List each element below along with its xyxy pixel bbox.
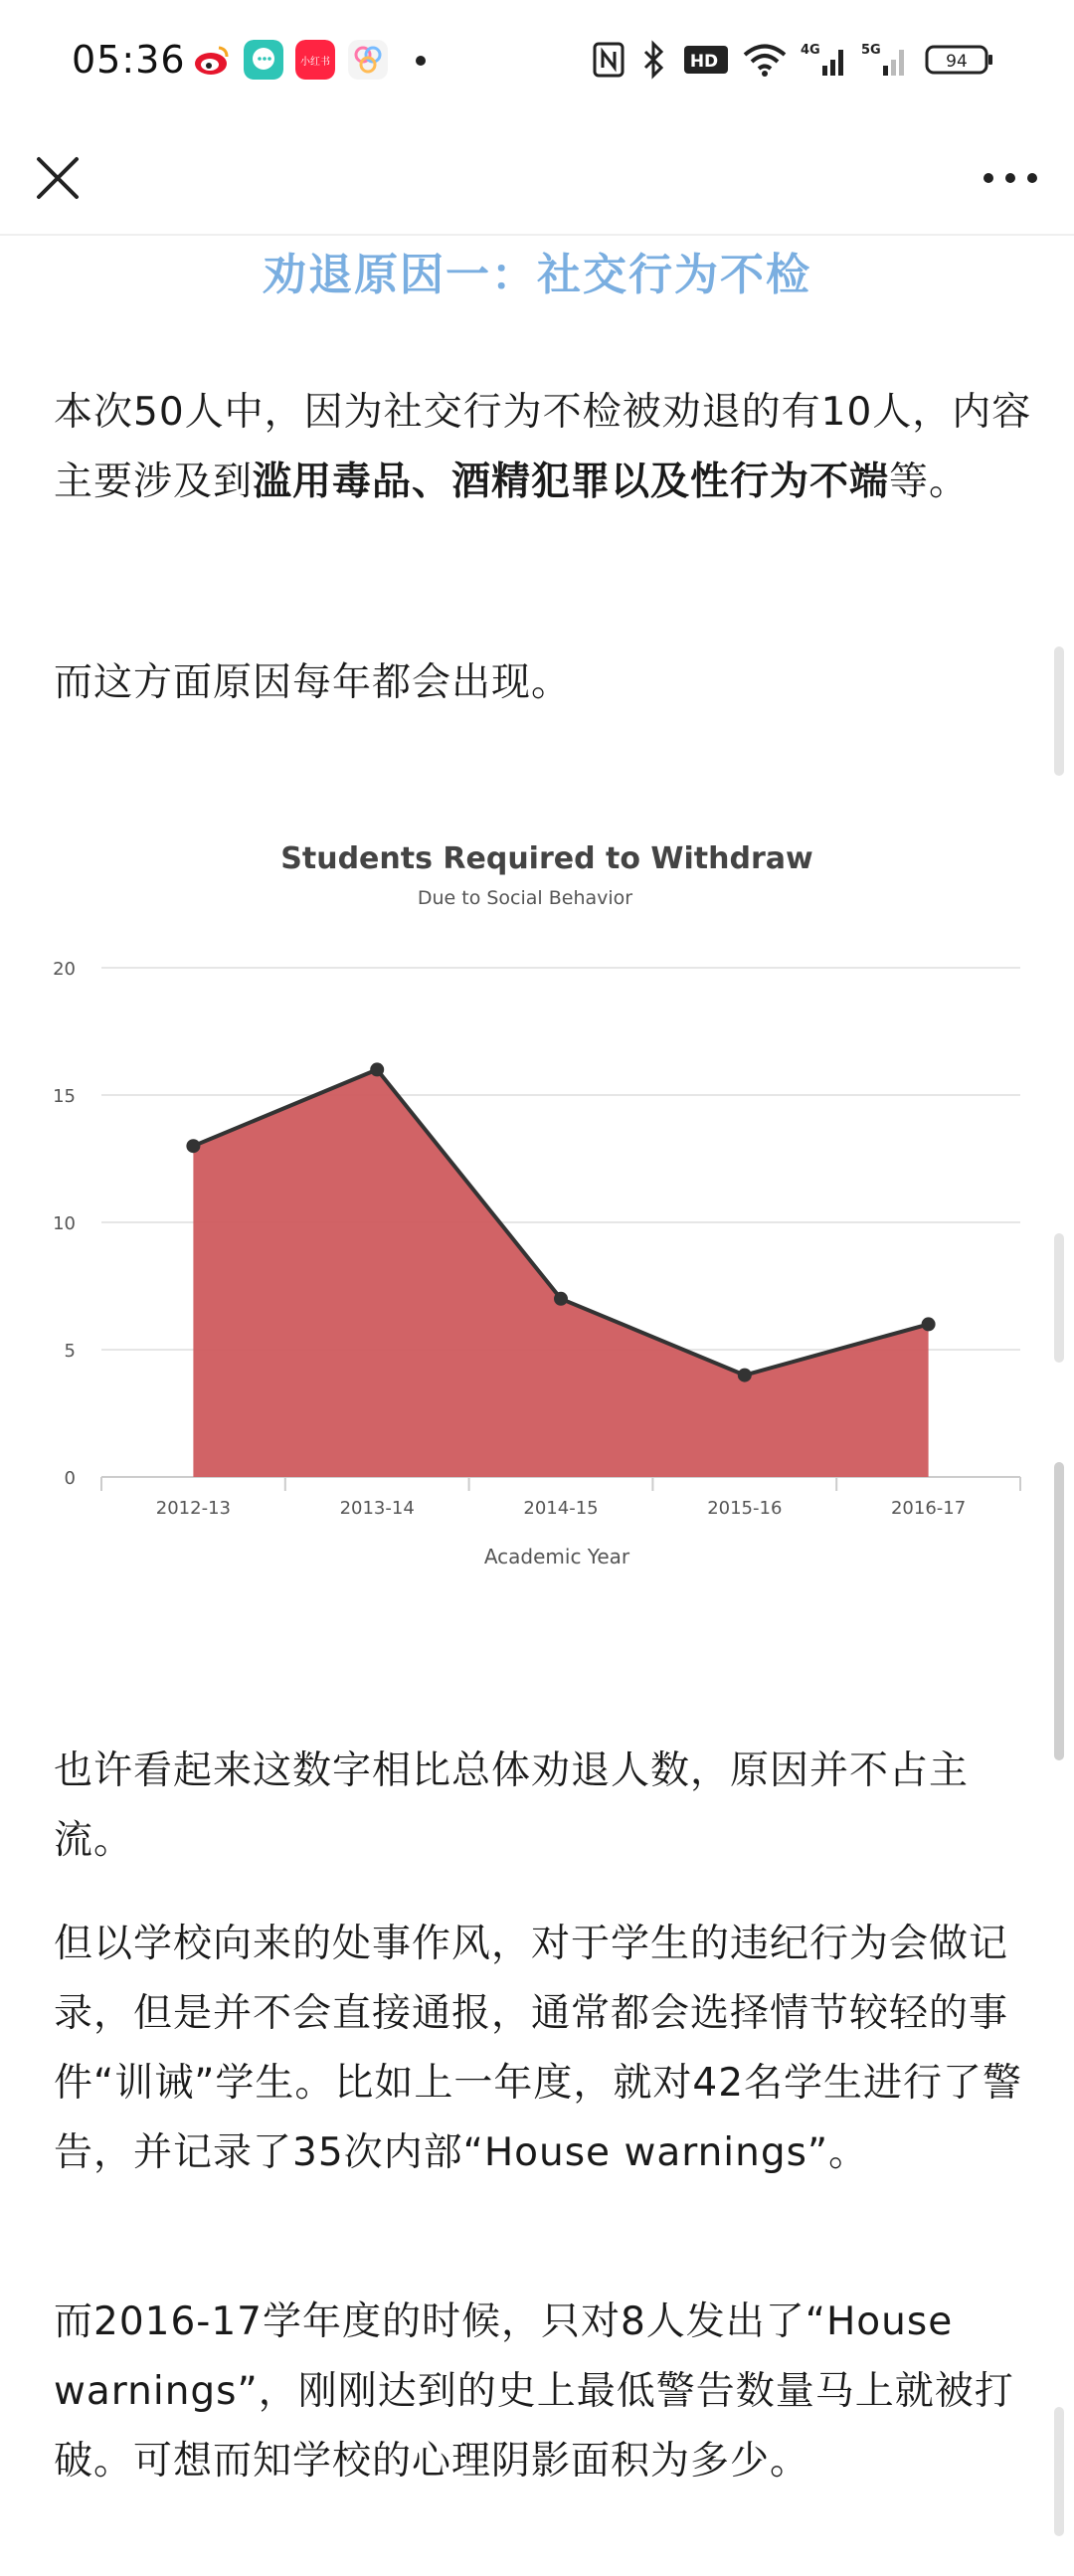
paragraph-4: 但以学校向来的处事作风，对于学生的违纪行为会做记录，但是并不会直接通报，通常都会选择情节较轻的事件“训诫”学生。比如上一年度，就对42名学生进行了警告，并记录了35次内部“House warnings”。 [54,1922,1023,2175]
svg-text:HD: HD [689,52,719,72]
chart-x-tick-label: 2015-16 [707,1498,783,1519]
battery-icon [925,40,994,80]
close-icon[interactable] [30,150,86,206]
chat-icon [244,40,283,80]
chart-y-tick-label: 10 [53,1213,76,1234]
status-time: 05:36 [72,38,186,82]
status-bar [0,0,1074,124]
wifi-icon [742,40,788,80]
scroll-indicator[interactable] [1054,2407,1064,2536]
chart-y-tick-label: 0 [64,1468,76,1489]
chart-data-point [186,1139,200,1153]
scrollbar-thumb[interactable] [1054,1462,1064,1760]
paragraph-5: 而2016-17学年度的时候，只对8人发出了“House warnings”，刚刚达到的史上最低警告数量马上就被打破。可想而知学校的心理阴影面积为多少。 [54,2300,1014,2484]
paragraph-1-bold: 滥用毒品、酒精犯罪以及性行为不端 [253,460,890,504]
signal-4g-icon [801,40,848,80]
bluetooth-icon [641,40,665,80]
chart-x-axis-label: Academic Year [483,1545,630,1568]
chart-area-fill [193,1069,928,1477]
chart-data-point [370,1062,384,1076]
paragraph-3: 也许看起来这数字相比总体劝退人数，原因并不占主流。 [54,1748,970,1863]
svg-text:94: 94 [946,52,968,72]
nfc-icon [593,40,625,80]
weibo-icon [192,40,232,80]
chart-data-point [922,1317,936,1331]
chart-data-point [554,1292,568,1306]
chart-y-tick-label: 5 [64,1341,76,1362]
chart-y-tick-label: 15 [53,1086,76,1107]
chart-x-tick-label: 2016-17 [890,1498,967,1519]
signal-5g-icon [861,40,909,80]
svg-text:5G: 5G [861,43,881,58]
chart-x-tick-label: 2014-15 [523,1498,599,1519]
chart-data-point [738,1369,752,1382]
withdraw-area-chart [0,826,1074,1611]
xiaohongshu-icon [295,40,335,80]
chart-x-tick-label: 2013-14 [339,1498,415,1519]
chart-y-tick-label: 20 [53,959,76,980]
paragraph-1 [54,378,1038,517]
scroll-indicator[interactable] [1054,646,1064,776]
top-bar [0,124,1074,236]
photo-app-icon [348,40,388,80]
notification-dot [416,56,426,66]
more-options-icon[interactable] [975,150,1046,206]
chart-x-tick-label: 2012-13 [155,1498,232,1519]
chart-subtitle: Due to Social Behavior [417,887,633,909]
chart-title: Students Required to Withdraw [280,841,813,876]
paragraph-1-end: 等。 [889,460,970,504]
section-heading: 劝退原因一：社交行为不检 [263,250,811,300]
paragraph-2: 而这方面原因每年都会出现。 [54,660,572,705]
paragraph-1-text: 本次50人中，因为社交行为不检被劝退的有10人，内容主要涉及到 [54,390,1032,504]
scroll-indicator[interactable] [1054,1233,1064,1363]
svg-text:小红书: 小红书 [300,57,330,68]
svg-text:4G: 4G [801,43,820,58]
hd-icon [684,40,728,80]
